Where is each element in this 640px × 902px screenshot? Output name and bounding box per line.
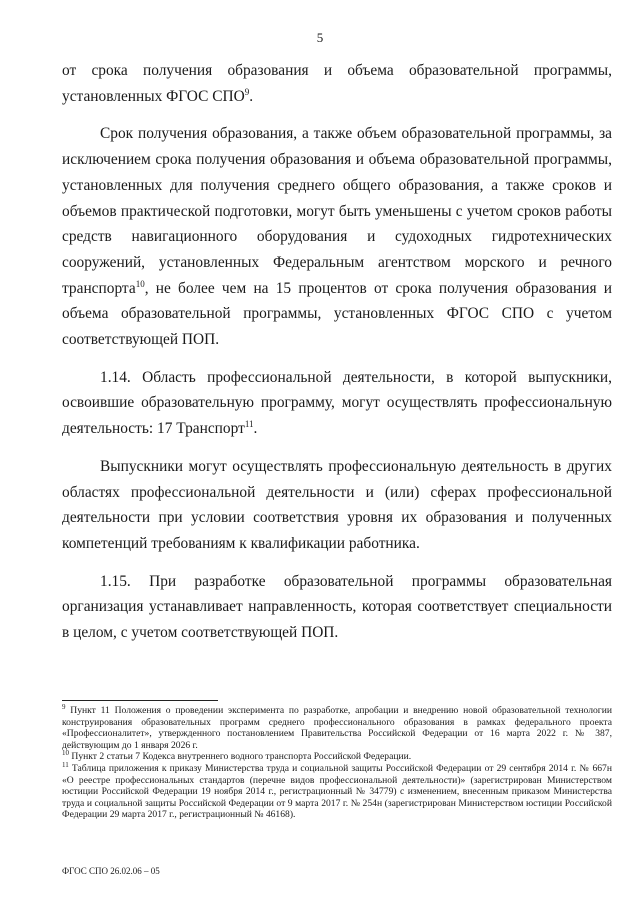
- footnote-text: Пункт 11 Положения о проведении эксперимента по разработке, апробации и внедрению новой образовательной технологии конструирования образовательных программ среднего профессионального образования в рамках федерального проекта «Профессионалитет», утвержденного постановлением Правительства Российской Федерации от 16 марта 2022 г. № 387, действующим до 1 января 2026 г.: [62, 705, 612, 751]
- paragraph-1-14: [62, 365, 612, 442]
- paragraph-term-reduction: [62, 121, 612, 352]
- footnote-10: [62, 751, 612, 763]
- footnote-text: Пункт 2 статьи 7 Кодекса внутреннего водного транспорта Российской Федерации.: [71, 751, 412, 763]
- footnote-text: Таблица приложения к приказу Министерства труда и социальной защиты Российской Федерации от 29 сентября 2014 г. № 667н «О реестре профессиональных стандартов (перечне видов профессиональной деятельности)» (зарегистрирован Министерством юстиции Российской Федерации 19 ноября 2014 г., регистрационный № 34779) с изменением, внесенным приказом Министерства труда и социальной защиты Российской Федерации от 9 марта 2017 г. № 254н (зарегистрирован Министерством юстиции Российской Федерации 29 марта 2017 г., регистрационный № 46168).: [62, 762, 612, 821]
- footnote-number: 11: [62, 760, 69, 769]
- paragraph-text: от срока получения образования и объема образовательной программы, установленных ФГОС СПО: [62, 62, 612, 105]
- body-text: [62, 58, 612, 646]
- footnote-separator: [62, 700, 218, 701]
- page-number: 5: [316, 30, 324, 45]
- paragraph-text: , не более чем на 15 процентов от срока получения образования и объема образовательной программы, установленных ФГОС СПО с учетом соответствующей ПОП.: [62, 279, 612, 349]
- footnote-number: 9: [62, 703, 66, 711]
- paragraph-text: .: [253, 420, 258, 438]
- document-code: ФГОС СПО 26.02.06 – 05: [62, 866, 160, 876]
- footnote-9: [62, 705, 612, 751]
- footnote-number: 10: [62, 749, 69, 758]
- paragraph-1-15: 1.15. При разработке образовательной программы образовательная организация устанавливает направленность, которая соответствует специальности в целом, с учетом соответствующей ПОП.: [62, 572, 612, 642]
- paragraph-text: Срок получения образования, а также объем образовательной программы, за исключением срока получения образования и объема образовательной программы, установленных для получения среднего общего образования, а также сроков и объемов практической подготовки, могут быть уменьшены с учетом сроков работы средств навигационного оборудования и судоходных гидротехнических сооружений, установленных Федеральным агентством морского и речного транспорта: [62, 125, 612, 297]
- footnote-11: [62, 760, 612, 821]
- paragraph-text: 1.14. Область профессиональной деятельности, в которой выпускники, освоившие образовательную программу, могут осуществлять профессиональную деятельность: 17 Транспорт: [62, 368, 612, 438]
- footnote-ref-11[interactable]: 11: [244, 419, 254, 430]
- paragraph-term-continuation: [62, 58, 612, 109]
- footnotes: [62, 705, 612, 821]
- footnote-ref-9[interactable]: 9: [244, 86, 250, 97]
- paragraph-graduates: Выпускники могут осуществлять профессиональную деятельность в других областях профессиональной деятельности и (или) сферах профессиональной деятельности при условии соответствия уровня их образования и полученных компетенций требованиям к квалификации работника.: [62, 457, 612, 552]
- paragraph-text: .: [249, 87, 254, 105]
- footnote-ref-10[interactable]: 10: [135, 278, 145, 289]
